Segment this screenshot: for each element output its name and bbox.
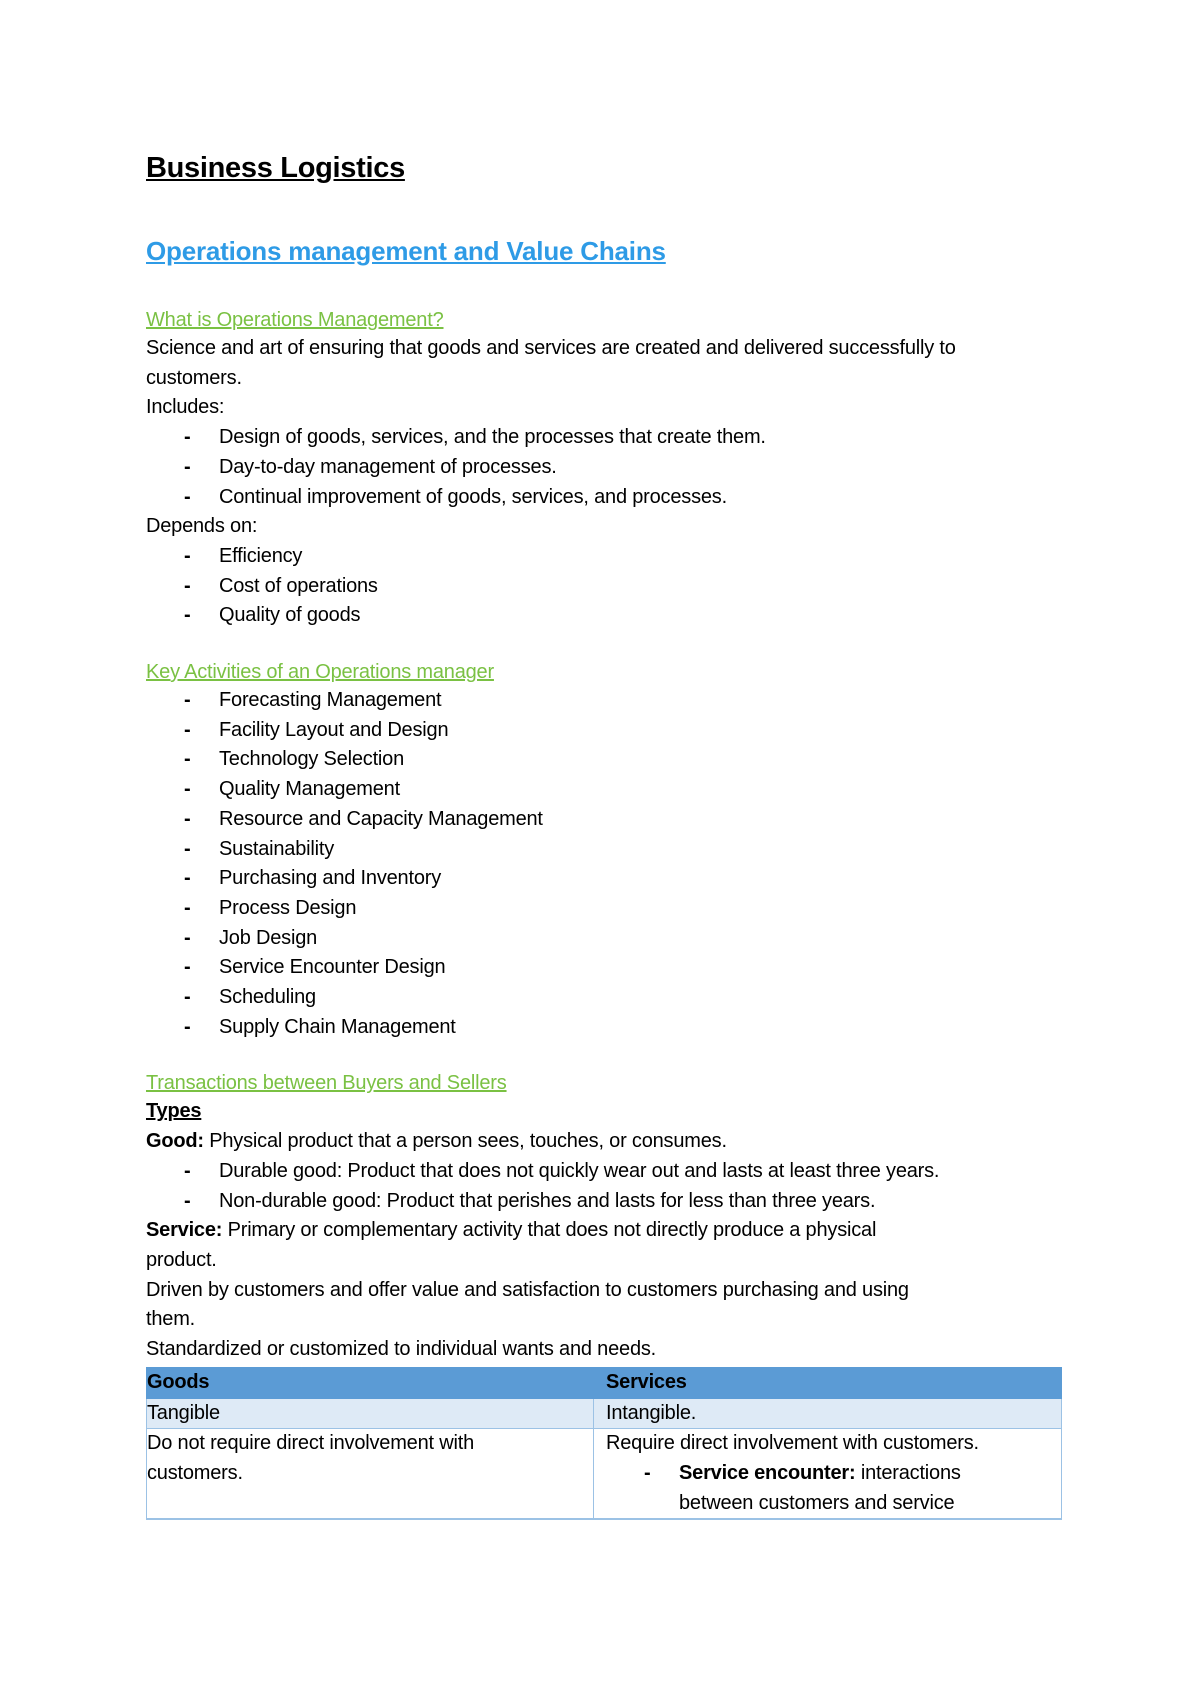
dash-bullet: -	[184, 807, 191, 830]
list-item-text: Non-durable good: Product that perishes and lasts for less than three years.	[219, 1189, 876, 1212]
list-item	[146, 805, 1066, 835]
list-item-text: Sustainability	[219, 837, 335, 860]
document-title: Business Logistics	[146, 152, 405, 184]
table-cell	[147, 1429, 594, 1520]
dash-bullet: -	[184, 867, 191, 890]
document-page	[146, 150, 1066, 1520]
service-line-1	[146, 1216, 1066, 1246]
list-item-text: Design of goods, services, and the processes that create them.	[219, 426, 766, 449]
dash-bullet: -	[184, 896, 191, 919]
dash-bullet: -	[184, 689, 191, 712]
list-item-text: Purchasing and Inventory	[219, 867, 442, 890]
table-row	[147, 1429, 1062, 1520]
dash-bullet: -	[184, 485, 191, 508]
good-label: Good:	[146, 1130, 204, 1153]
key-activities-list	[146, 686, 1066, 1042]
service-text: Primary or complementary activity that does not directly produce a physical	[222, 1219, 877, 1242]
list-item	[146, 835, 1066, 865]
list-item	[146, 924, 1066, 954]
list-item	[146, 572, 1066, 602]
service-encounter-text-cont: between customers and service	[679, 1491, 955, 1514]
list-item-text: Job Design	[219, 926, 318, 949]
list-item	[146, 601, 1066, 631]
list-item-text: Technology Selection	[219, 748, 405, 771]
list-item	[146, 1157, 1066, 1187]
list-item	[146, 953, 1066, 983]
includes-list	[146, 423, 1066, 512]
list-item-text: Quality of goods	[219, 604, 361, 627]
types-label: Types	[146, 1100, 202, 1123]
goods-services-table	[146, 1367, 1062, 1521]
driven-line-2: them.	[146, 1308, 196, 1331]
list-item	[146, 745, 1066, 775]
driven-line-1: Driven by customers and offer value and satisfaction to customers purchasing and using	[146, 1278, 909, 1301]
table-header-row	[147, 1367, 1062, 1398]
list-item	[146, 864, 1066, 894]
dash-bullet: -	[184, 1015, 191, 1038]
dash-bullet: -	[184, 1159, 191, 1182]
good-text: Physical product that a person sees, touches, or consumes.	[203, 1130, 727, 1153]
table-row	[147, 1398, 1062, 1429]
dash-bullet: -	[184, 956, 191, 979]
list-item	[606, 1459, 1061, 1518]
list-item	[146, 775, 1066, 805]
dash-bullet: -	[184, 1189, 191, 1212]
table-cell: Intangible.	[594, 1398, 1062, 1429]
list-item-text: Scheduling	[219, 986, 316, 1009]
definition-line-2: customers.	[146, 366, 242, 389]
list-item-text: Process Design	[219, 896, 357, 919]
transactions-heading: Transactions between Buyers and Sellers	[146, 1072, 507, 1095]
dash-bullet: -	[184, 718, 191, 741]
table-cell	[594, 1429, 1062, 1520]
list-item-text: Cost of operations	[219, 574, 378, 597]
section-title: Operations management and Value Chains	[146, 236, 666, 266]
list-item	[146, 716, 1066, 746]
list-item-text: Forecasting Management	[219, 689, 442, 712]
list-item-text: Efficiency	[219, 544, 303, 567]
service-label: Service:	[146, 1219, 223, 1242]
depends-list	[146, 542, 1066, 631]
standardized-line: Standardized or customized to individual wants and needs.	[146, 1338, 657, 1361]
list-item-text: Supply Chain Management	[219, 1015, 456, 1038]
table-cell: Tangible	[147, 1398, 594, 1429]
list-item-text: Quality Management	[219, 778, 400, 801]
list-item	[146, 483, 1066, 513]
cell-line: Require direct involvement with customers.	[606, 1432, 979, 1455]
dash-bullet: -	[184, 778, 191, 801]
key-activities-heading: Key Activities of an Operations manager	[146, 661, 494, 684]
list-item	[146, 423, 1066, 453]
definition-line-1: Science and art of ensuring that goods and services are created and delivered successfully to	[146, 337, 956, 359]
dash-bullet: -	[184, 574, 191, 597]
list-item	[146, 686, 1066, 716]
dash-bullet: -	[644, 1461, 651, 1484]
header-goods: Goods	[147, 1367, 594, 1398]
list-item	[146, 453, 1066, 483]
dash-bullet: -	[184, 544, 191, 567]
cell-line: customers.	[147, 1461, 243, 1484]
service-encounter-label: Service encounter:	[679, 1461, 856, 1484]
list-item	[146, 1013, 1066, 1043]
list-item	[146, 894, 1066, 924]
list-item	[146, 1187, 1066, 1217]
dash-bullet: -	[184, 926, 191, 949]
list-item-text: Continual improvement of goods, services, and processes.	[219, 485, 727, 508]
dash-bullet: -	[184, 426, 191, 449]
service-encounter-text: interactions	[855, 1461, 961, 1484]
list-item-text: Day-to-day management of processes.	[219, 455, 557, 478]
dash-bullet: -	[184, 837, 191, 860]
list-item-text: Resource and Capacity Management	[219, 807, 543, 830]
service-encounter-list	[606, 1459, 1061, 1518]
service-line-2: product.	[146, 1248, 217, 1271]
depends-label: Depends on:	[146, 515, 258, 538]
list-item-text: Facility Layout and Design	[219, 718, 449, 741]
dash-bullet: -	[184, 455, 191, 478]
dash-bullet: -	[184, 986, 191, 1009]
list-item	[146, 542, 1066, 572]
types-line	[146, 1097, 1066, 1127]
dash-bullet: -	[184, 748, 191, 771]
header-services: Services	[594, 1367, 1062, 1398]
list-item-text: Service Encounter Design	[219, 956, 446, 979]
dash-bullet: -	[184, 604, 191, 627]
good-types-list	[146, 1157, 1066, 1216]
list-item-text: Durable good: Product that does not quickly wear out and lasts at least three years.	[219, 1159, 940, 1182]
good-line	[146, 1127, 1066, 1157]
what-is-heading: What is Operations Management?	[146, 309, 444, 331]
includes-label: Includes:	[146, 396, 225, 419]
cell-line: Do not require direct involvement with	[147, 1432, 474, 1455]
list-item	[146, 983, 1066, 1013]
